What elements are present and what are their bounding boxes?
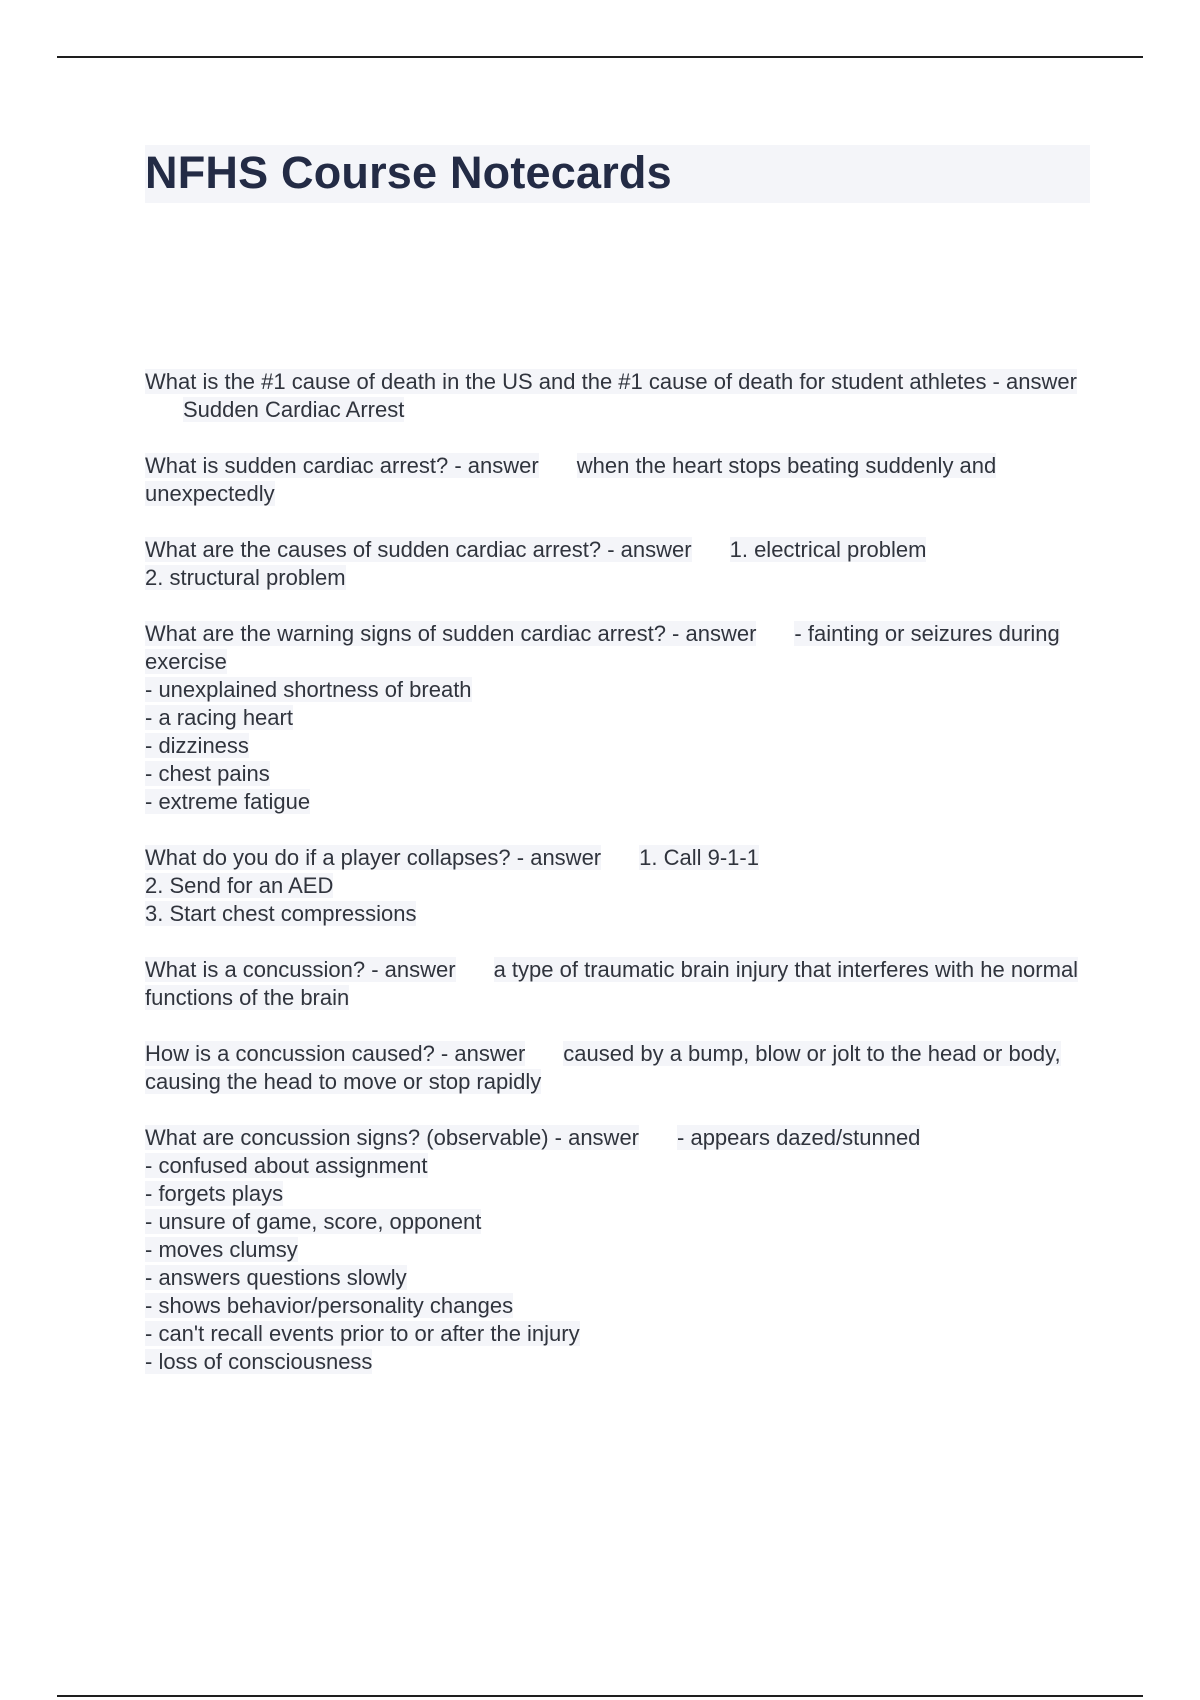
answer-line: - answers questions slowly bbox=[145, 1265, 407, 1290]
notecard-list bbox=[145, 368, 1095, 1404]
notecard bbox=[145, 620, 1095, 816]
notecard bbox=[145, 368, 1095, 424]
notecard-answer: when the heart stops beating suddenly and unexpectedly bbox=[145, 453, 997, 506]
answer-line: - can't recall events prior to or after the injury bbox=[145, 1321, 580, 1346]
answer-line: 3. Start chest compressions bbox=[145, 901, 417, 926]
notecard-answer: caused by a bump, blow or jolt to the head or body, causing the head to move or stop rapidly bbox=[145, 1041, 1061, 1094]
bottom-rule bbox=[57, 1695, 1143, 1697]
notecard bbox=[145, 1124, 1095, 1376]
answer-line: - extreme fatigue bbox=[145, 789, 311, 814]
notecard-answer: 1. Call 9-1-1 bbox=[639, 845, 759, 870]
answer-line: - dizziness bbox=[145, 733, 249, 758]
answer-line: - forgets plays bbox=[145, 1181, 284, 1206]
answer-line: - moves clumsy bbox=[145, 1237, 298, 1262]
page-title: NFHS Course Notecards bbox=[145, 147, 672, 198]
answer-line: - unexplained shortness of breath bbox=[145, 677, 472, 702]
notecard-question: What do you do if a player collapses? - answer bbox=[145, 845, 602, 870]
answer-line: - chest pains bbox=[145, 761, 270, 786]
notecard-question: What is a concussion? - answer bbox=[145, 957, 456, 982]
notecard bbox=[145, 844, 1095, 928]
answer-line: 2. Send for an AED bbox=[145, 873, 334, 898]
notecard-question: What is the #1 cause of death in the US and the #1 cause of death for student athletes - answer bbox=[145, 369, 1077, 394]
notecard-question: What are the causes of sudden cardiac arrest? - answer bbox=[145, 537, 692, 562]
notecard bbox=[145, 956, 1095, 1012]
answer-line: - unsure of game, score, opponent bbox=[145, 1209, 482, 1234]
notecard-question: How is a concussion caused? - answer bbox=[145, 1041, 526, 1066]
notecard-answer: 1. electrical problem bbox=[729, 537, 927, 562]
notecard-question: What is sudden cardiac arrest? - answer bbox=[145, 453, 539, 478]
answer-line: - a racing heart bbox=[145, 705, 293, 730]
answer-line: - shows behavior/personality changes bbox=[145, 1293, 514, 1318]
notecard bbox=[145, 536, 1095, 592]
answer-line: 2. structural problem bbox=[145, 565, 346, 590]
notecard-answer: Sudden Cardiac Arrest bbox=[183, 397, 405, 422]
top-rule bbox=[57, 56, 1143, 58]
notecard-question: What are concussion signs? (observable) - answer bbox=[145, 1125, 640, 1150]
notecard bbox=[145, 1040, 1095, 1096]
answer-line: - loss of consciousness bbox=[145, 1349, 373, 1374]
notecard-answer: - fainting or seizures during exercise bbox=[145, 621, 1060, 674]
notecard bbox=[145, 452, 1095, 508]
answer-line: - confused about assignment bbox=[145, 1153, 428, 1178]
notecard-question: What are the warning signs of sudden cardiac arrest? - answer bbox=[145, 621, 757, 646]
notecard-answer: a type of traumatic brain injury that interferes with he normal functions of the brain bbox=[145, 957, 1079, 1010]
notecard-answer: - appears dazed/stunned bbox=[677, 1125, 921, 1150]
